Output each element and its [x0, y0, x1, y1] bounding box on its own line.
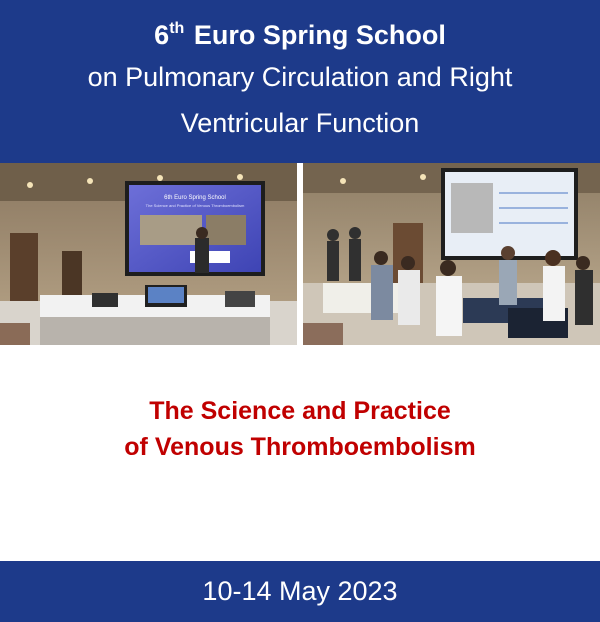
date-banner [0, 561, 600, 622]
lecture-photo [0, 163, 297, 345]
course-title-line2: of Venous Thromboembolism [124, 433, 476, 461]
course-title [0, 393, 600, 465]
edition-suffix: th [169, 20, 185, 37]
slide-subtitle-text: The Science and Practice of Venous Thromboembolism [145, 203, 245, 208]
slide-title-text: 6th Euro Spring School [164, 195, 226, 201]
edition-number: 6 [154, 20, 170, 50]
photo-strip [0, 163, 600, 345]
event-subtitle-line2: Ventricular Function [180, 108, 420, 138]
event-dates: 10-14 May 2023 [202, 576, 398, 606]
event-title [0, 12, 600, 52]
header-banner [0, 0, 600, 163]
course-title-line1: The Science and Practice [149, 397, 451, 425]
event-subtitle-line1: on Pulmonary Circulation and Right [87, 62, 513, 92]
event-title-rest: Euro Spring School [186, 20, 446, 50]
workshop-photo [303, 163, 600, 345]
